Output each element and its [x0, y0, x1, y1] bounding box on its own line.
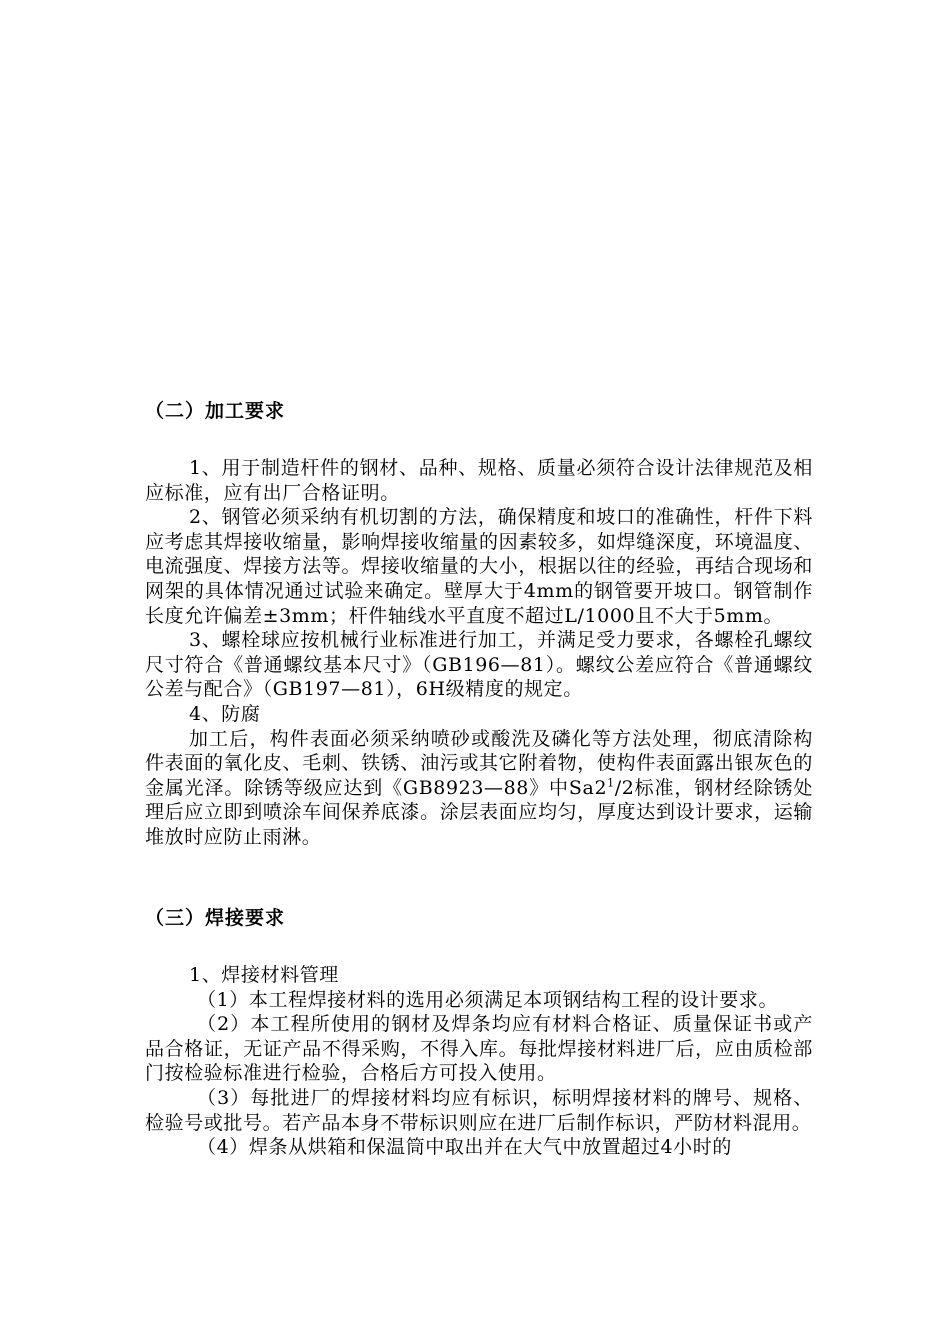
section-heading-welding: （三）焊接要求: [145, 907, 286, 929]
section-body-processing: [145, 456, 813, 850]
paragraph-bolt-ball: 3、螺栓球应按机械行业标准进行加工，并满足受力要求，各螺栓孔螺纹尺寸符合《普通螺纹基本尺寸》（GB196—81）。螺纹公差应符合《普通螺纹公差与配合》（GB197—81），6H级精度的规定。: [145, 629, 813, 701]
paragraph-welding-materials-title: 1、焊接材料管理: [189, 964, 339, 986]
section-heading-processing: （二）加工要求: [145, 400, 286, 422]
paragraph-welding-item-4: （4）焊条从烘箱和保温筒中取出并在大气中放置超过4小时的: [197, 1136, 732, 1159]
superscript-one: 1: [607, 776, 615, 790]
paragraph-materials: 1、用于制造杆件的钢材、品种、规格、质量必须符合设计法律规范及相应标准，应有出厂合格证明。: [145, 457, 813, 504]
paragraph-anticorrosion-title: 4、防腐: [189, 702, 261, 725]
section-body-welding: [145, 963, 813, 1160]
anticorrosion-text-b: /2标准，钢材经除锈处理后应立即到喷涂车间保养底漆。涂层表面应均匀，厚度达到设计要求，运输堆放时应防止雨淋。: [145, 776, 813, 848]
paragraph-anticorrosion: [145, 727, 813, 850]
paragraph-welding-item-1: （1）本工程焊接材料的选用必须满足本项钢结构工程的设计要求。: [197, 988, 779, 1011]
paragraph-welding-item-3: （3）每批进厂的焊接材料均应有标识，标明焊接材料的牌号、规格、检验号或批号。若产品本身不带标识则应在进厂后制作标识，严防材料混用。: [145, 1086, 813, 1134]
paragraph-cutting: 2、钢管必须采纳有机切割的方法，确保精度和坡口的准确性，杆件下料应考虑其焊接收缩量，影响焊接收缩量的因素较多，如焊缝深度，环境温度、电流强度、焊接方法等。焊接收缩量的大小，根据以往的经验，再结合现场和网架的具体情况通过试验来确定。壁厚大于4mm的钢管要开坡口。钢管制作长度允许偏差±3mm；杆件轴线水平直度不超过L/1000且不大于5mm。: [145, 506, 813, 627]
anticorrosion-text-a: 加工后，构件表面必须采纳喷砂或酸洗及磷化等方法处理，彻底清除构件表面的氧化皮、毛刺、铁锈、油污或其它附着物，使构件表面露出银灰色的金属光泽。除锈等级应达到《GB8923—88》中Sa2: [145, 727, 813, 799]
paragraph-welding-item-2: （2）本工程所使用的钢材及焊条均应有材料合格证、质量保证书或产品合格证，无证产品不得采购，不得入库。每批焊接材料进厂后，应由质检部门按检验标准进行检验，合格后方可投入使用。: [145, 1013, 813, 1085]
